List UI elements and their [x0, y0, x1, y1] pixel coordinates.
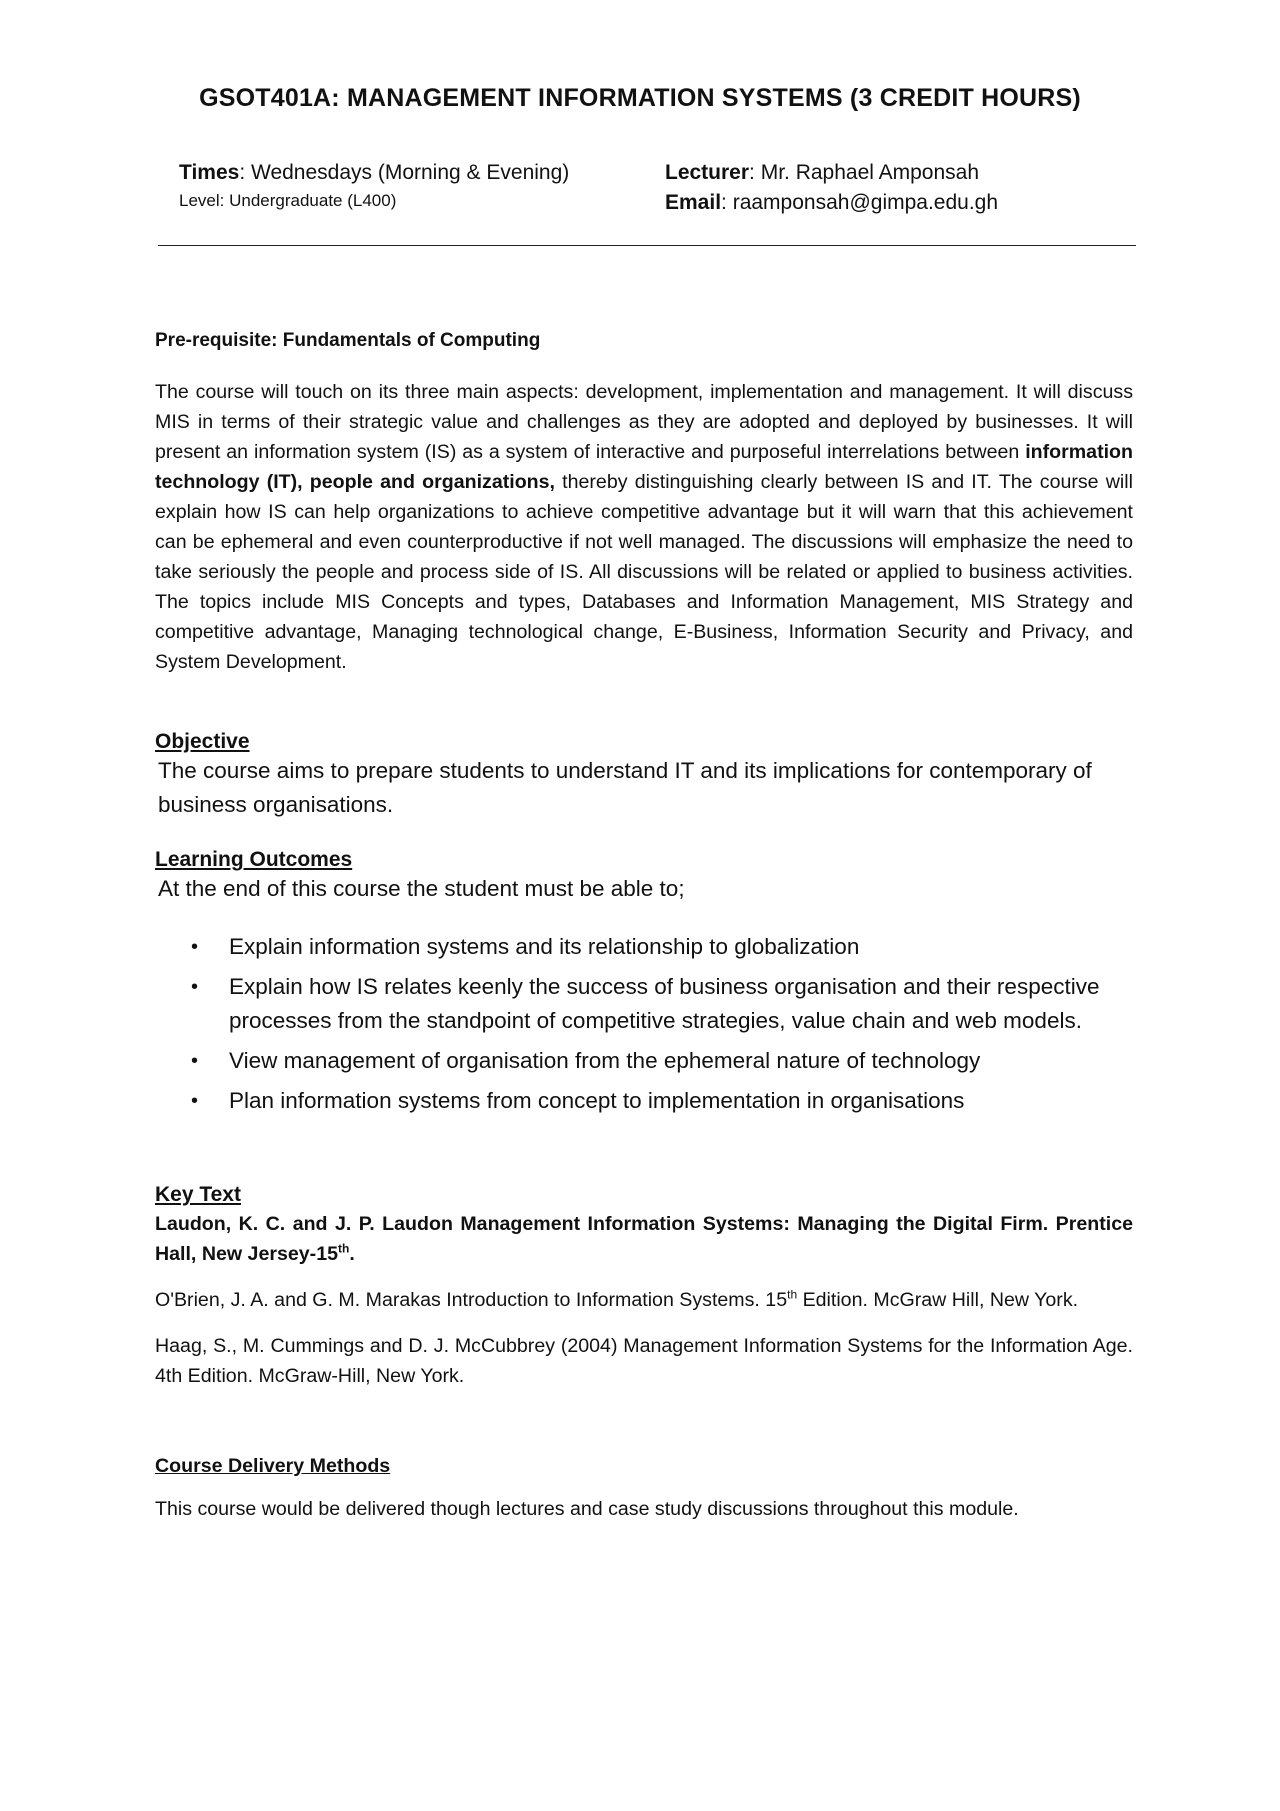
objective-heading: Objective [155, 730, 250, 753]
course-title: GSOT401A: MANAGEMENT INFORMATION SYSTEMS (3 CREDIT HOURS) [199, 84, 1081, 112]
reference-obrien-text: O'Brien, J. A. and G. M. Marakas Introduction to Information Systems. 15 [155, 1289, 788, 1311]
delivery-text: This course would be delivered though lectures and case study discussions throughout this module. [155, 1498, 1019, 1520]
list-item [155, 970, 1109, 1038]
delivery-section [155, 1455, 1133, 1524]
key-text-section [155, 1183, 1133, 1391]
learning-outcomes-section [155, 848, 1133, 1124]
course-description [155, 377, 1133, 677]
reference-haag: Haag, S., M. Cummings and D. J. McCubbrey (2004) Management Information Systems for the Information Age. 4th Edition. McGraw-Hill, New York. [155, 1335, 1133, 1387]
prerequisite: Pre-requisite: Fundamentals of Computing [155, 330, 541, 351]
learning-outcomes-intro: At the end of this course the student must be able to; [158, 876, 685, 901]
times-value: : Wednesdays (Morning & Evening) [239, 161, 570, 184]
learning-outcomes-heading: Learning Outcomes [155, 848, 353, 871]
lecturer-label: Lecturer [665, 161, 750, 184]
reference-laudon-end: . [349, 1243, 355, 1265]
reference-obrien-end: Edition. McGraw Hill, New York. [797, 1289, 1079, 1311]
list-item [155, 1084, 1109, 1118]
description-part1: The course will touch on its three main aspects: development, implementation and management. It will discuss MIS in terms of their strategic value and challenges as they are adopted and deployed by businesses. It will present an information system (IS) as a system of interactive and purposeful interrelations between [155, 381, 1133, 463]
reference-laudon-sup: th [337, 1241, 350, 1256]
key-text-heading: Key Text [155, 1183, 241, 1206]
reference-laudon [155, 1209, 1133, 1269]
lecturer-line [665, 158, 1135, 188]
outcome-text: Plan information systems from concept to implementation in organisations [229, 1088, 965, 1113]
description-bold: information technology (IT), people and organizations, [155, 441, 1133, 493]
outcome-text: Explain how IS relates keenly the success of business organisation and their respective processes from the standpoint of competitive strategies, value chain and web models. [229, 974, 1100, 1033]
outcome-text: View management of organisation from the ephemeral nature of technology [229, 1048, 981, 1073]
learning-outcomes-list [155, 930, 1133, 1118]
bullet-icon: • [191, 1050, 199, 1072]
times-label: Times [179, 161, 240, 184]
reference-obrien [155, 1285, 1133, 1315]
outcome-text: Explain information systems and its relationship to globalization [229, 934, 860, 959]
objective-section [155, 730, 1133, 822]
email-line [665, 188, 1135, 218]
description-part2: thereby distinguishing clearly between IS and IT. The course will explain how IS can help organizations to achieve competitive advantage but it will warn that this achievement can be ephemeral and even counterproductive if not well managed. The discussions will emphasize the need to take seriously the people and process side of IS. All discussions will be related or applied to business activities. The topics include MIS Concepts and types, Databases and Information Management, MIS Strategy and competitive advantage, Managing technological change, E-Business, Information Security and Privacy, and System Development. [155, 471, 1133, 673]
bullet-icon: • [191, 936, 199, 958]
reference-obrien-sup: th [787, 1287, 798, 1302]
lecturer-info [665, 158, 1135, 218]
list-item [155, 1044, 1109, 1078]
schedule-info [179, 158, 649, 214]
list-item [155, 930, 1109, 964]
lecturer-value: : Mr. Raphael Amponsah [749, 161, 979, 184]
delivery-heading: Course Delivery Methods [155, 1455, 391, 1477]
times-line [179, 158, 649, 188]
objective-text: The course aims to prepare students to understand IT and its implications for contemporary of business organisations. [158, 758, 1092, 817]
header-divider [158, 245, 1136, 246]
bullet-icon: • [191, 1090, 199, 1112]
email-value: : raamponsah@gimpa.edu.gh [721, 191, 999, 214]
reference-laudon-text: Laudon, K. C. and J. P. Laudon Management Information Systems: Managing the Digital Firm. Prentice Hall, New Jersey-15 [155, 1213, 1133, 1265]
email-label: Email [665, 191, 722, 214]
level-line: Level: Undergraduate (L400) [179, 191, 397, 210]
bullet-icon: • [191, 976, 199, 998]
